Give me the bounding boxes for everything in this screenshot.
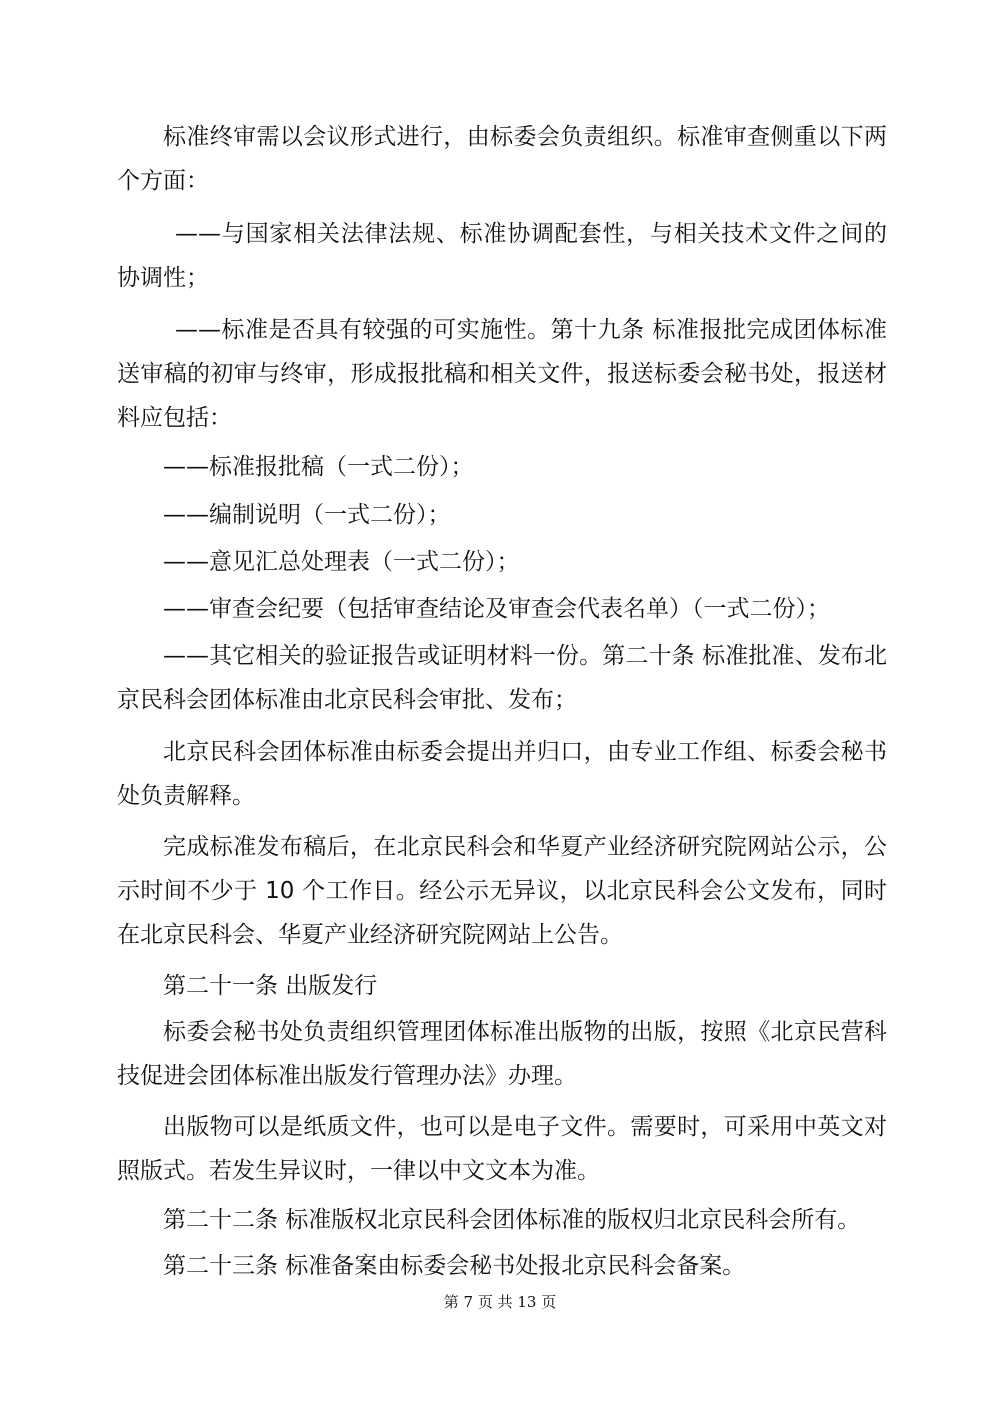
page-number-footer: 第 7 页 共 13 页: [443, 1293, 557, 1311]
list-item-meeting-minutes: ——审查会纪要（包括审查结论及审查会代表名单）（一式二份）；: [163, 596, 830, 622]
paragraph-publicity: 完成标准发布稿后，在北京民科会和华夏产业经济研究院网站公示，公示时间不少于 10 个工作日。经公示无异议，以北京民科会公文发布，同时在北京民科会、华夏产业经济研究院网站上公告。: [117, 834, 887, 948]
list-item-approval-draft: ——标准报批稿（一式二份）；: [163, 454, 474, 480]
paragraph-article-20: ——其它相关的验证报告或证明材料一份。第二十条 标准批准、发布北京民科会团体标准由北京民科会审批、发布；: [117, 643, 887, 713]
paragraph-publication: 标委会秘书处负责组织管理团体标准出版物的出版，按照《北京民营科技促进会团体标准出版发行管理办法》办理。: [117, 1019, 887, 1089]
paragraph-interpretation: 北京民科会团体标准由标委会提出并归口，由专业工作组、标委会秘书处负责解释。: [117, 739, 887, 809]
paragraph-article-23: 第二十三条 标准备案由标委会秘书处报北京民科会备案。: [163, 1253, 746, 1279]
heading-article-21: 第二十一条 出版发行: [163, 973, 378, 999]
paragraph-final-review: 标准终审需以会议形式进行，由标委会负责组织。标准审查侧重以下两个方面：: [117, 124, 887, 194]
paragraph-formats: 出版物可以是纸质文件，也可以是电子文件。需要时，可采用中英文对照版式。若发生异议时，一律以中文文本为准。: [117, 1114, 887, 1184]
paragraph-article-19: ——标准是否具有较强的可实施性。第十九条 标准报批完成团体标准送审稿的初审与终审，形成报批稿和相关文件，报送标委会秘书处，报送材料应包括：: [117, 317, 887, 431]
list-item-compilation-notes: ——编制说明（一式二份）；: [163, 502, 451, 528]
list-item-opinion-summary: ——意见汇总处理表（一式二份）；: [163, 549, 520, 575]
paragraph-law-coordination: ——与国家相关法律法规、标准协调配套性，与相关技术文件之间的协调性；: [117, 221, 887, 291]
paragraph-article-22: 第二十二条 标准版权北京民科会团体标准的版权归北京民科会所有。: [163, 1207, 861, 1233]
